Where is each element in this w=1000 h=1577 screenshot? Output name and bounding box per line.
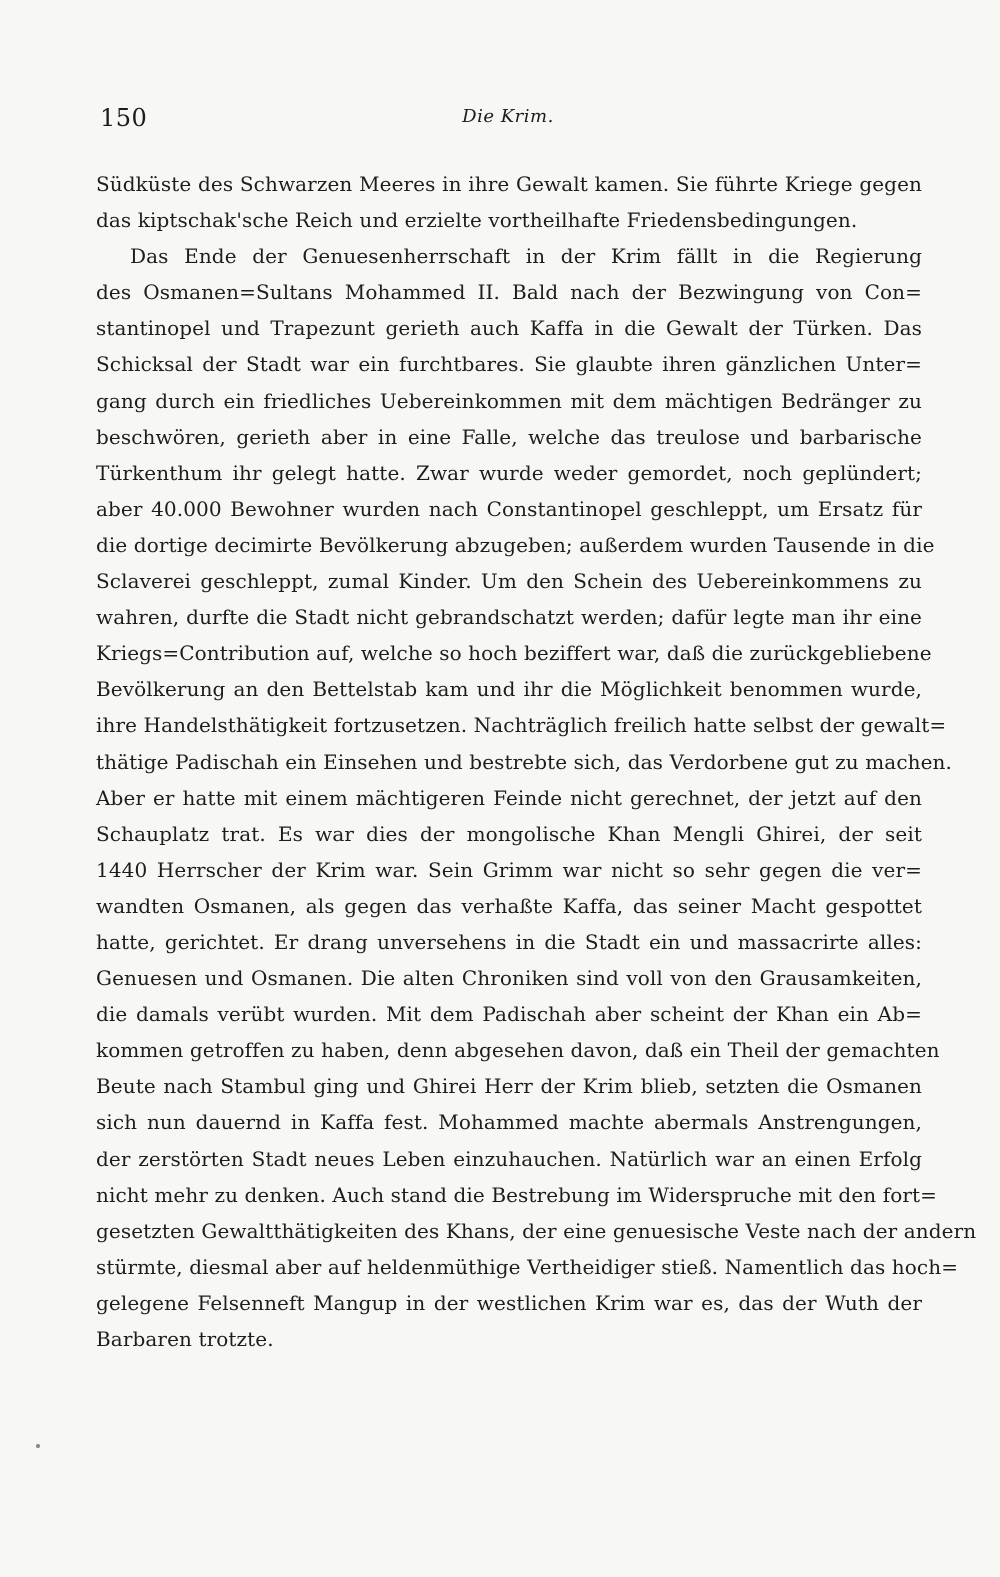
text-line: Barbaren trotzte. <box>96 1327 274 1351</box>
text-line: wandten Osmanen, als gegen das verhaßte Kaffa, das seiner Macht gespottet <box>96 893 922 918</box>
running-title: Die Krim. <box>462 106 554 127</box>
text-line: Schauplatz trat. Es war dies der mongolische Khan Mengli Ghirei, der seit <box>96 821 922 846</box>
text-line: die dortige decimirte Bevölkerung abzugeben; außerdem wurden Tausende in die <box>96 532 935 557</box>
text-line: stürmte, diesmal aber auf heldenmüthige Vertheidiger stieß. Namentlich das hoch= <box>96 1254 959 1279</box>
text-line: Südküste des Schwarzen Meeres in ihre Gewalt kamen. Sie führte Kriege gegen <box>96 172 922 196</box>
text-line: kommen getroffen zu haben, denn abgesehen davon, daß ein Theil der gemachten <box>96 1038 940 1063</box>
text-line: Sclaverei geschleppt, zumal Kinder. Um den Schein des Uebereinkommens zu <box>96 569 922 594</box>
page-number: 150 <box>100 104 148 132</box>
text-line: Das Ende der Genuesenherrschaft in der Krim fällt in die Regierung <box>130 244 922 269</box>
text-line: Kriegs=Contribution auf, welche so hoch beziffert war, daß die zurückgebliebene <box>96 641 932 666</box>
text-line: gesetzten Gewaltthätigkeiten des Khans, der eine genuesische Veste nach der andern <box>96 1218 977 1243</box>
text-line: beschwören, gerieth aber in eine Falle, welche das treulose und barbarische <box>96 424 922 449</box>
text-line: hatte, gerichtet. Er drang unversehens in die Stadt ein und massacrirte alles: <box>96 929 922 954</box>
text-line: wahren, durfte die Stadt nicht gebrandschatzt werden; dafür legte man ihr eine <box>96 605 922 630</box>
text-line: der zerstörten Stadt neues Leben einzuhauchen. Natürlich war an einen Erfolg <box>96 1146 922 1171</box>
text-line: ihre Handelsthätigkeit fortzusetzen. Nachträglich freilich hatte selbst der gewalt= <box>96 713 947 738</box>
text-line: nicht mehr zu denken. Auch stand die Bestrebung im Widerspruche mit den fort= <box>96 1182 938 1207</box>
body-text <box>96 166 977 1357</box>
text-line: Beute nach Stambul ging und Ghirei Herr der Krim blieb, setzten die Osmanen <box>96 1074 922 1099</box>
text-line: thätige Padischah ein Einsehen und bestrebte sich, das Verdorbene gut zu machen. <box>96 749 952 774</box>
text-line: Türkenthum ihr gelegt hatte. Zwar wurde weder gemordet, noch geplündert; <box>96 460 922 485</box>
text-line: die damals verübt wurden. Mit dem Padischah aber scheint der Khan ein Ab= <box>96 1002 922 1027</box>
text-line: das kiptschak'sche Reich und erzielte vortheilhafte Friedensbedingungen. <box>96 208 858 233</box>
text-line: Aber er hatte mit einem mächtigeren Feinde nicht gerechnet, der jetzt auf den <box>96 785 922 810</box>
text-line: aber 40.000 Bewohner wurden nach Constantinopel geschleppt, um Ersatz für <box>96 496 922 521</box>
text-line: sich nun dauernd in Kaffa fest. Mohammed machte abermals Anstrengungen, <box>96 1110 922 1135</box>
text-line: Schicksal der Stadt war ein furchtbares. Sie glaubte ihren gänzlichen Unter= <box>96 352 922 377</box>
text-line: Genuesen und Osmanen. Die alten Chroniken sind voll von den Grausamkeiten, <box>96 966 922 991</box>
text-line: gelegene Felsenneft Mangup in der westlichen Krim war es, das der Wuth der <box>96 1290 922 1315</box>
text-line: Bevölkerung an den Bettelstab kam und ihr die Möglichkeit benommen wurde, <box>96 677 922 702</box>
paper-speck <box>36 1444 40 1448</box>
text-line: 1440 Herrscher der Krim war. Sein Grimm war nicht so sehr gegen die ver= <box>96 857 922 882</box>
text-line: des Osmanen=Sultans Mohammed II. Bald nach der Bezwingung von Con= <box>96 280 922 305</box>
text-line: gang durch ein friedliches Uebereinkommen mit dem mächtigen Bedränger zu <box>96 388 922 413</box>
page-header <box>100 98 916 138</box>
text-line: stantinopel und Trapezunt gerieth auch Kaffa in die Gewalt der Türken. Das <box>96 316 922 341</box>
